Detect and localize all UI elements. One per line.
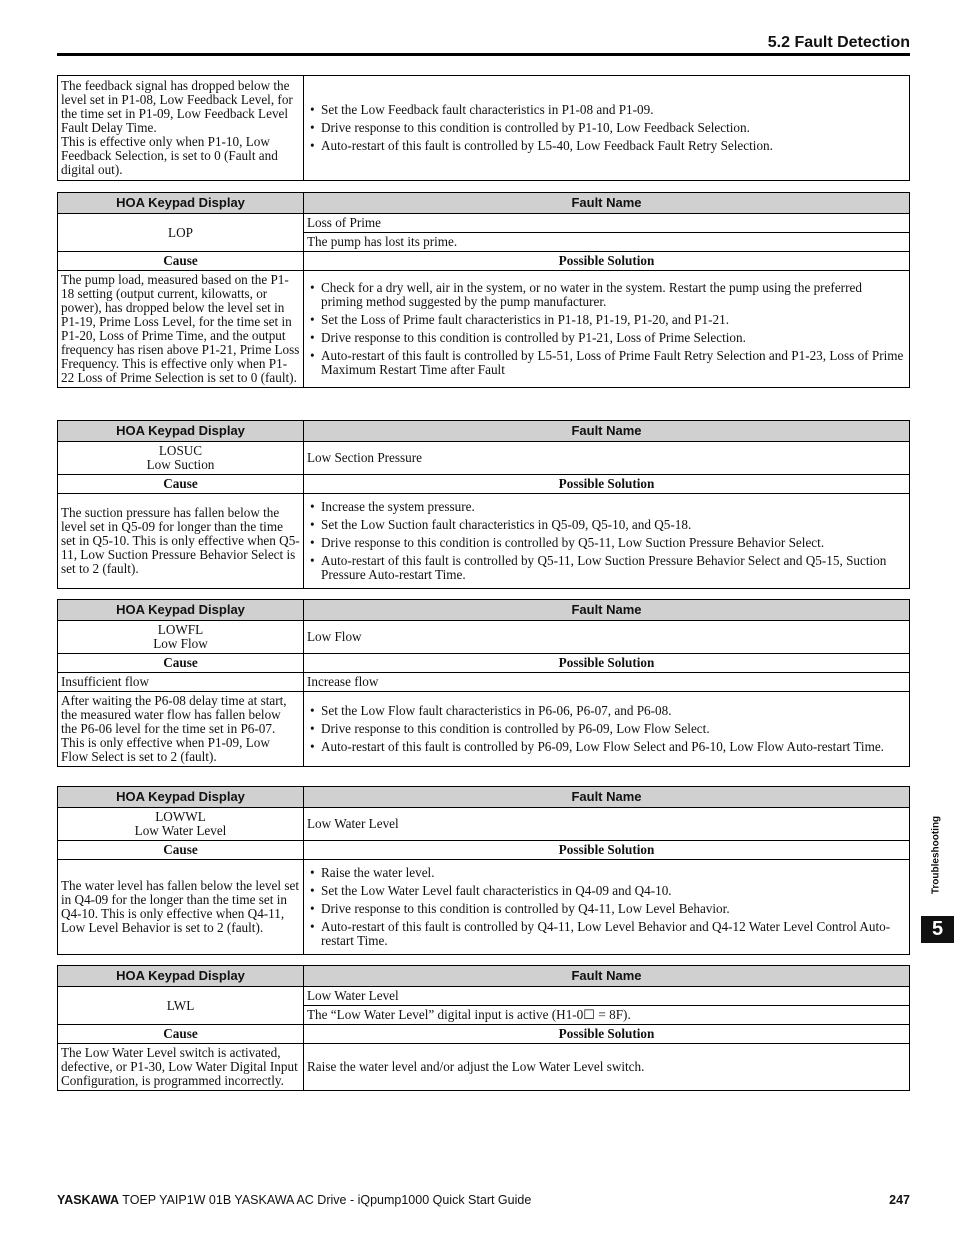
fault-name: Loss of Prime xyxy=(304,214,910,233)
hoa-header: HOA Keypad Display xyxy=(58,421,304,442)
display-code-sub: Low Flow xyxy=(153,636,208,651)
cause-text: After waiting the P6-08 delay time at start, the measured water flow has fallen below the P6-06 level for the time set in P6-07. This is only effective when P1-09, Low Flow Select is set to 2 (fault). xyxy=(58,692,304,767)
solution-text: Raise the water level and/or adjust the Low Water Level switch. xyxy=(304,1044,910,1091)
solution-text: Increase flow xyxy=(304,673,910,692)
fault-table-lowwl xyxy=(57,786,910,955)
fault-name: Low Section Pressure xyxy=(304,442,910,475)
hoa-header: HOA Keypad Display xyxy=(58,600,304,621)
footer-doc-title: TOEP YAIP1W 01B YASKAWA AC Drive - iQpump1000 Quick Start Guide xyxy=(119,1193,532,1207)
list-item: • Drive response to this condition is controlled by P1-21, Loss of Prime Selection. xyxy=(307,331,906,345)
cause-text: The suction pressure has fallen below the level set in Q5-09 for longer than the time set in Q5-10. This is only effective when Q5-11, Low Suction Pressure Behavior Select is set to 2 (fault). xyxy=(58,494,304,589)
cause-header: Cause xyxy=(58,841,304,860)
list-item: • Auto-restart of this fault is controlled by L5-40, Low Feedback Fault Retry Selection. xyxy=(307,139,906,153)
hoa-header: HOA Keypad Display xyxy=(58,966,304,987)
fault-name: Low Water Level xyxy=(304,987,910,1006)
page-footer xyxy=(57,1193,910,1207)
display-code: LOP xyxy=(58,214,304,252)
list-item: • Drive response to this condition is controlled by Q5-11, Low Suction Pressure Behavior Select. xyxy=(307,536,906,550)
list-item: • Set the Low Feedback fault characteristics in P1-08 and P1-09. xyxy=(307,103,906,117)
list-item: • Set the Low Water Level fault characteristics in Q4-09 and Q4-10. xyxy=(307,884,906,898)
list-item: • Set the Low Suction fault characteristics in Q5-09, Q5-10, and Q5-18. xyxy=(307,518,906,532)
cause-text: The water level has fallen below the level set in Q4-09 for the longer than the time set in Q4-10. This is only effective when Q4-11, Low Level Behavior is set to 2 (fault). xyxy=(58,860,304,955)
list-item: • Auto-restart of this fault is controlled by P6-09, Low Flow Select and P6-10, Low Flow Auto-restart Time. xyxy=(307,740,906,754)
solution-header: Possible Solution xyxy=(304,654,910,673)
fault-name-header: Fault Name xyxy=(304,787,910,808)
list-item: • Increase the system pressure. xyxy=(307,500,906,514)
cause-text: The feedback signal has dropped below the level set in P1-08, Low Feedback Level, for the time set in P1-09, Low Feedback Level Fault Delay Time. xyxy=(61,78,293,135)
list-item: • Set the Loss of Prime fault characteristics in P1-18, P1-19, P1-20, and P1-21. xyxy=(307,313,906,327)
cause-text: This is effective only when P1-10, Low Feedback Selection, is set to 0 (Fault and digital out). xyxy=(61,134,278,177)
cause-text: The pump load, measured based on the P1-18 setting (output current, kilowatts, or power), has dropped below the level set in P1-19, Prime Loss Level, for the time set in P1-20, Loss of Prime Time, and the output frequency has risen above P1-21, Prime Loss Frequency. This is effective only when P1-22 Loss of Prime Selection is set to 0 (fault). xyxy=(58,271,304,388)
solution-cell xyxy=(304,860,910,955)
cause-text: Insufficient flow xyxy=(58,673,304,692)
chapter-side-label: Troubleshooting xyxy=(930,815,942,895)
list-item: • Auto-restart of this fault is controlled by Q5-11, Low Suction Pressure Behavior Select and Q5-15, Suction Pressure Auto-restart Time. xyxy=(307,554,906,582)
list-item: • Auto-restart of this fault is controlled by Q4-11, Low Level Behavior and Q4-12 Water Level Control Auto-restart Time. xyxy=(307,920,906,948)
section-title: 5.2 Fault Detection xyxy=(767,34,910,51)
fault-description: The “Low Water Level” digital input is active (H1-0☐ = 8F). xyxy=(304,1006,910,1025)
page-number: 247 xyxy=(889,1193,910,1207)
list-item: • Auto-restart of this fault is controlled by L5-51, Loss of Prime Fault Retry Selection and P1-23, Loss of Prime Maximum Restart Time after Fault xyxy=(307,349,906,377)
display-code: LOWFL xyxy=(157,622,204,637)
list-item: • Drive response to this condition is controlled by Q4-11, Low Level Behavior. xyxy=(307,902,906,916)
list-item: • Check for a dry well, air in the system, or no water in the system. Restart the pump using the preferred priming method suggested by the pump manufacturer. xyxy=(307,281,906,309)
cause-cell xyxy=(58,76,304,181)
fault-name-header: Fault Name xyxy=(304,421,910,442)
display-code-cell xyxy=(58,621,304,654)
solution-cell xyxy=(304,76,910,181)
footer-brand: YASKAWA xyxy=(57,1193,120,1207)
table-row xyxy=(58,76,910,181)
list-item: • Raise the water level. xyxy=(307,866,906,880)
fault-table-lop xyxy=(57,192,910,388)
display-code-sub: Low Suction xyxy=(146,457,215,472)
solution-cell xyxy=(304,494,910,589)
fault-name: Low Flow xyxy=(304,621,910,654)
cause-text: The Low Water Level switch is activated, defective, or P1-30, Low Water Digital Input Configuration, is programmed incorrectly. xyxy=(58,1044,304,1091)
cause-header: Cause xyxy=(58,252,304,271)
solution-header: Possible Solution xyxy=(304,252,910,271)
fault-table-continued xyxy=(57,75,910,181)
chapter-tab: 5 xyxy=(921,916,954,943)
display-code: LOWWL xyxy=(155,809,206,824)
display-code-cell xyxy=(58,442,304,475)
table-row xyxy=(58,1044,910,1091)
cause-header: Cause xyxy=(58,1025,304,1044)
cause-header: Cause xyxy=(58,475,304,494)
solution-header: Possible Solution xyxy=(304,841,910,860)
display-code: LWL xyxy=(58,987,304,1025)
hoa-header: HOA Keypad Display xyxy=(58,787,304,808)
table-row xyxy=(58,692,910,767)
table-row xyxy=(58,673,910,692)
fault-table-lowfl xyxy=(57,599,910,767)
fault-description: The pump has lost its prime. xyxy=(304,233,910,252)
fault-table-losuc xyxy=(57,420,910,589)
solution-header: Possible Solution xyxy=(304,475,910,494)
cause-header: Cause xyxy=(58,654,304,673)
display-code-cell xyxy=(58,808,304,841)
solution-header: Possible Solution xyxy=(304,1025,910,1044)
list-item: • Drive response to this condition is controlled by P1-10, Low Feedback Selection. xyxy=(307,121,906,135)
list-item: • Drive response to this condition is controlled by P6-09, Low Flow Select. xyxy=(307,722,906,736)
fault-name-header: Fault Name xyxy=(304,193,910,214)
table-row xyxy=(58,271,910,388)
fault-name: Low Water Level xyxy=(304,808,910,841)
fault-name-header: Fault Name xyxy=(304,966,910,987)
solution-cell xyxy=(304,692,910,767)
solution-cell xyxy=(304,271,910,388)
table-row xyxy=(58,860,910,955)
table-row xyxy=(58,494,910,589)
list-item: • Set the Low Flow fault characteristics in P6-06, P6-07, and P6-08. xyxy=(307,704,906,718)
fault-name-header: Fault Name xyxy=(304,600,910,621)
fault-table-lwl xyxy=(57,965,910,1091)
display-code: LOSUC xyxy=(158,443,203,458)
page-header xyxy=(57,33,910,56)
display-code-sub: Low Water Level xyxy=(134,823,227,838)
hoa-header: HOA Keypad Display xyxy=(58,193,304,214)
